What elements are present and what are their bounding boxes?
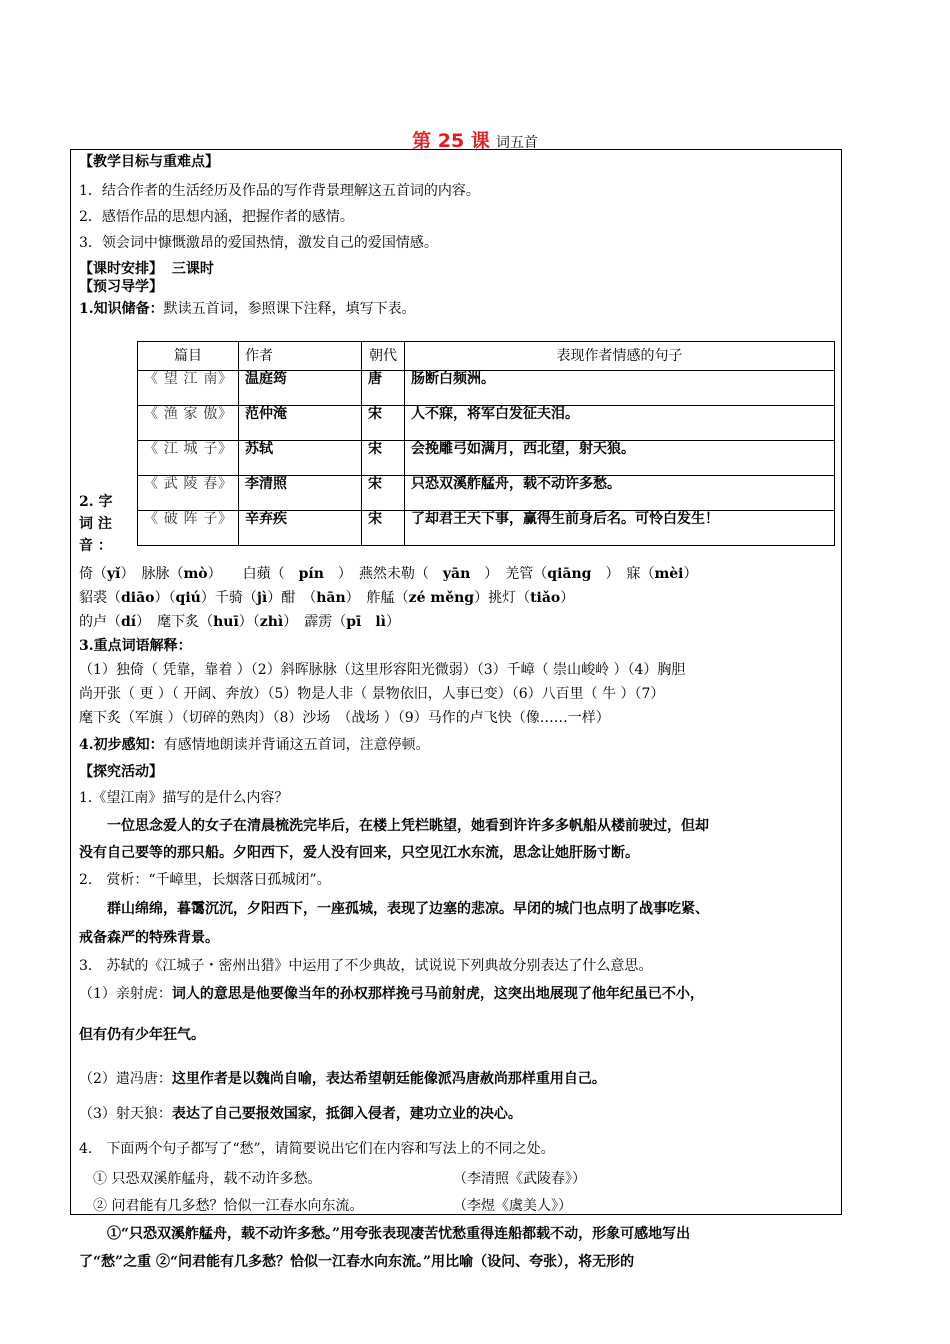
cell-title: 《 武 陵 春》 bbox=[138, 476, 239, 511]
knowledge-text: 默读五首词，参照课下注释，填写下表。 bbox=[163, 301, 416, 317]
cell-author: 温庭筠 bbox=[239, 371, 362, 406]
goal-item-1: 1．结合作者的生活经历及作品的写作背景理解这五首词的内容。 bbox=[79, 183, 480, 199]
answer-1-line-2: 没有自己要等的那只船。夕阳西下，爱人没有回来，只空见江水东流，思念让她肝肠寸断。 bbox=[79, 845, 639, 861]
pinyin-line-2: 貂裘（diāo）（qiú）千骑（jì）酣 （hān） 舴艋（zé měng）挑灯（tiǎo） bbox=[79, 590, 575, 606]
allusion-3: （3）射天狼：表达了自己要报效国家，抵御入侵者，建功立业的决心。 bbox=[79, 1106, 522, 1122]
preview-heading: 【预习导学】 bbox=[79, 279, 163, 295]
cell-dynasty: 宋 bbox=[362, 441, 405, 476]
vocab-line-3: 麾下炙（军旗 ）（切碎的熟肉）（8）沙场 （战场 ）（9）马作的卢飞快（像……一样） bbox=[79, 710, 610, 726]
answer-2-line-2: 戒备森严的特殊背景。 bbox=[79, 930, 219, 946]
lesson-frame bbox=[70, 149, 842, 1270]
cell-dynasty: 唐 bbox=[362, 371, 405, 406]
answer-1-line-1: 一位思念爱人的女子在清晨梳洗完毕后，在楼上凭栏眺望，她看到许许多多帆船从楼前驶过，但却 bbox=[107, 818, 709, 834]
knowledge-table bbox=[137, 341, 835, 546]
question-4-item-1: ① 只恐双溪舴艋舟，载不动许多愁。 （李清照《武陵春》） bbox=[93, 1171, 586, 1187]
cell-author: 范仲淹 bbox=[239, 406, 362, 441]
table-row bbox=[138, 441, 835, 476]
cell-title: 《 破 阵 子》 bbox=[138, 511, 239, 546]
cell-author: 苏轼 bbox=[239, 441, 362, 476]
question-2: 2. 赏析：“千嶂里，长烟落日孤城闭”。 bbox=[79, 872, 331, 888]
cell-author: 辛弃疾 bbox=[239, 511, 362, 546]
table-row bbox=[138, 511, 835, 546]
question-1: 1.《望江南》描写的是什么内容？ bbox=[79, 790, 289, 806]
goals-heading: 【教学目标与重难点】 bbox=[79, 154, 219, 170]
goal-item-2: 2．感悟作品的思想内涵，把握作者的感情。 bbox=[79, 209, 354, 225]
schedule-value: 三课时 bbox=[171, 261, 214, 277]
explore-heading: 【探究活动】 bbox=[79, 764, 163, 780]
table-header: 篇目 bbox=[138, 342, 239, 371]
cell-title: 《 渔 家 傲》 bbox=[138, 406, 239, 441]
question-4-item-2: ② 问君能有几多愁？恰似一江春水向东流。 （李煜《虞美人》） bbox=[93, 1198, 572, 1214]
vocab-line-2: 尚开张（ 更 ）（ 开阔、奔放）（5）物是人非（ 景物依旧，人事已变）（6）八百里（ 牛 ）（7） bbox=[79, 686, 665, 702]
pinyin-line-1: 倚（yǐ） 脉脉（mò） 白蘋（ pín ） 燕然未勒（ yān ） 羌管（qiāng ） 寐（mèi） bbox=[79, 566, 698, 582]
allusion-1-line-1: （1）亲射虎：词人的意思是他要像当年的孙权那样挽弓马前射虎，这突出地展现了他年纪虽已不小， bbox=[79, 986, 704, 1002]
table-header: 表现作者情感的句子 bbox=[405, 342, 835, 371]
cell-dynasty: 宋 bbox=[362, 406, 405, 441]
question-3: 3. 苏轼的《江城子・密州出猎》中运用了不少典故，试说说下列典故分别表达了什么意思。 bbox=[79, 958, 653, 974]
question-4: 4. 下面两个句子都写了“愁”，请简要说出它们在内容和写法上的不同之处。 bbox=[79, 1141, 555, 1157]
lesson-content bbox=[79, 150, 839, 322]
cell-title: 《 望 江 南》 bbox=[138, 371, 239, 406]
table-header: 朝代 bbox=[362, 342, 405, 371]
schedule-heading: 【课时安排】 bbox=[79, 261, 163, 277]
answer-4-line-2: 了“愁”之重 ②“问君能有几多愁？恰似一江春水向东流。”用比喻（设问、夸张），将无形的 bbox=[79, 1254, 635, 1270]
perception-label: 4.初步感知： bbox=[79, 737, 164, 753]
cell-dynasty: 宋 bbox=[362, 476, 405, 511]
allusion-1-line-2: 但有仍有少年狂气。 bbox=[79, 1027, 205, 1043]
cell-sentence: 只恐双溪舴艋舟，载不动许多愁。 bbox=[405, 476, 835, 511]
knowledge-label: 1.知识储备： bbox=[79, 301, 164, 317]
cell-sentence: 人不寐，将军白发征夫泪。 bbox=[405, 406, 835, 441]
perception-line bbox=[79, 730, 839, 760]
pronunciation-label: 2. 字 词 注 音 ： bbox=[79, 494, 113, 554]
goal-item-3: 3．领会词中慷慨激昂的爱国热情，激发自己的爱国情感。 bbox=[79, 235, 438, 251]
answer-4-line-1: ①“只恐双溪舴艋舟，载不动许多愁。”用夸张表现凄苦忧愁重得连船都载不动，形象可感地写出 bbox=[107, 1226, 691, 1242]
table-header-row bbox=[138, 342, 835, 371]
perception-text: 有感情地朗读并背诵这五首词，注意停顿。 bbox=[163, 737, 430, 753]
lesson-name: 词五首 bbox=[495, 135, 538, 151]
allusion-2: （2）遣冯唐：这里作者是以魏尚自喻，表达希望朝廷能像派冯唐赦尚那样重用自己。 bbox=[79, 1071, 606, 1087]
vocab-heading: 3.重点词语解释： bbox=[79, 638, 192, 654]
lower-content bbox=[79, 562, 839, 1276]
cell-title: 《 江 城 子》 bbox=[138, 441, 239, 476]
lesson-number: 第 25 课 bbox=[412, 130, 490, 152]
table-header: 作者 bbox=[239, 342, 362, 371]
cell-author: 李清照 bbox=[239, 476, 362, 511]
answer-2-line-1: 群山绵绵，暮霭沉沉，夕阳西下，一座孤城，表现了边塞的悲凉。早闭的城门也点明了战事吃紧、 bbox=[107, 901, 709, 917]
vocab-line-1: （1）独倚（ 凭靠，靠着 ）（2）斜晖脉脉（这里形容阳光微弱）（3）千嶂（ 崇山峻岭 ）（4）胸胆 bbox=[79, 662, 686, 678]
pinyin-line-3: 的卢（dí） 麾下炙（huī）（zhì） 霹雳（pī lì） bbox=[79, 614, 400, 630]
table-row bbox=[138, 406, 835, 441]
schedule-line bbox=[79, 260, 839, 278]
cell-dynasty: 宋 bbox=[362, 511, 405, 546]
table-row bbox=[138, 371, 835, 406]
cell-sentence: 会挽雕弓如满月，西北望，射天狼。 bbox=[405, 441, 835, 476]
table-row bbox=[138, 476, 835, 511]
cell-sentence: 肠断白频洲。 bbox=[405, 371, 835, 406]
cell-sentence: 了却君王天下事，赢得生前身后名。可怜白发生！ bbox=[405, 511, 835, 546]
knowledge-line bbox=[79, 296, 839, 322]
